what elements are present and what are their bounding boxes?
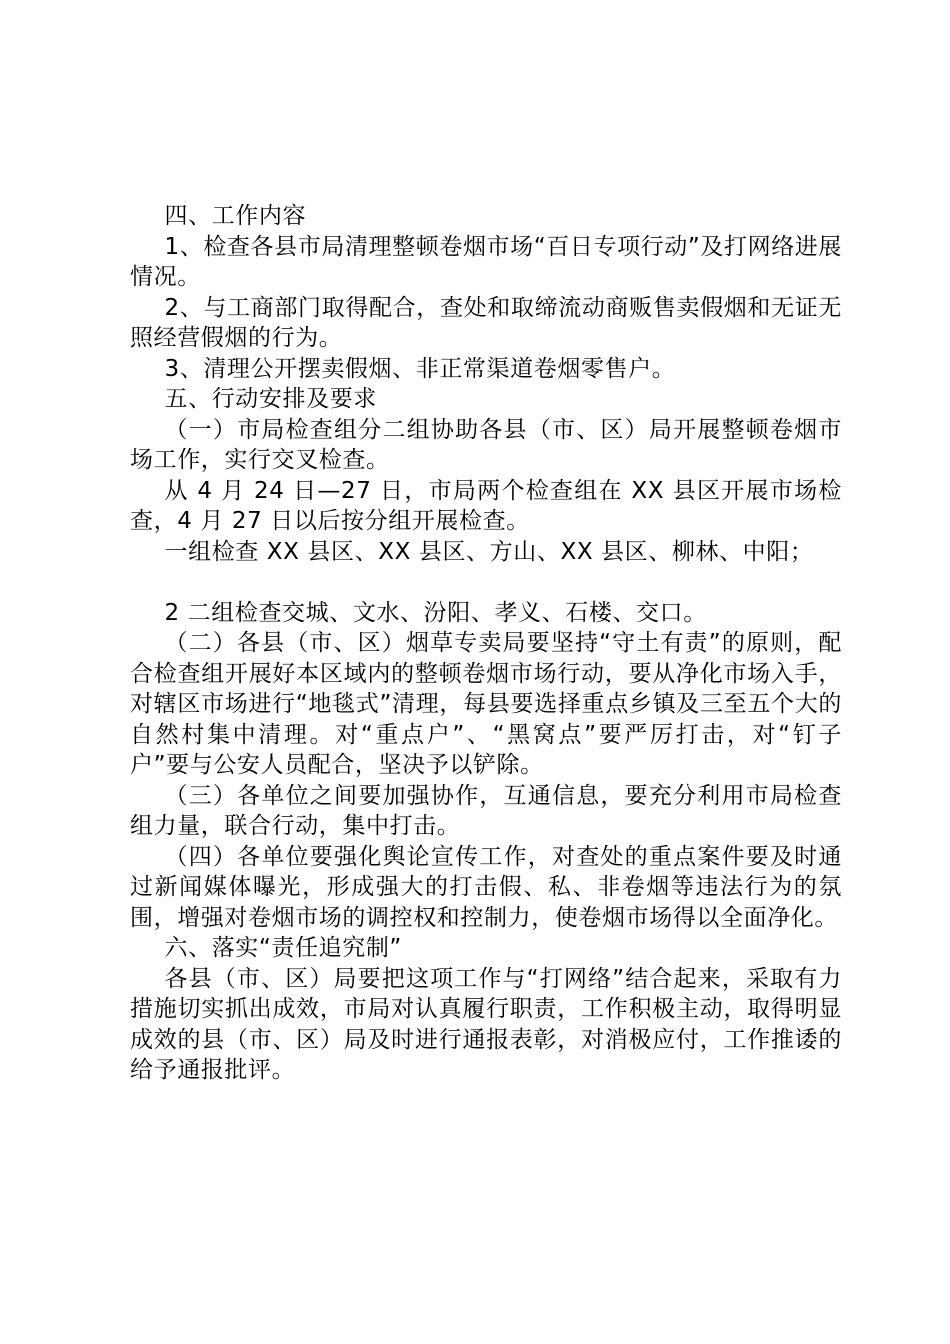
group-two-paragraph: 2 二组检查交城、文水、汾阳、孝义、石楼、交口。 <box>164 599 707 626</box>
work-item-3: 3、清理公开摆卖假烟、非正常渠道卷烟零售户。 <box>164 355 676 382</box>
document-body <box>130 201 842 1086</box>
section-heading-arrangements: 五、行动安排及要求 <box>164 386 377 412</box>
work-item-1: 1、检查各县市局清理整顿卷烟市场“百日专项行动”及打网络进展情况。 <box>130 233 842 290</box>
arrangement-item-1: （一）市局检查组分二组协助各县（市、区）局开展整顿卷烟市场工作，实行交叉检查。 <box>130 416 842 473</box>
section-heading-work-content: 四、工作内容 <box>164 203 307 229</box>
work-item-2: 2、与工商部门取得配合，查处和取缔流动商贩售卖假烟和无证无照经营假烟的行为。 <box>130 294 842 351</box>
accountability-paragraph: 各县（市、区）局要把这项工作与“打网络”结合起来，采取有力措施切实抓出成效，市局对认真履行职责，工作积极主动，取得明显成效的县（市、区）局及时进行通报表彰，对消极应付，工作推诿的给予通报批评。 <box>130 965 842 1083</box>
group-one-paragraph: 一组检查 XX 县区、XX 县区、方山、XX 县区、柳林、中阳； <box>164 538 814 565</box>
arrangement-item-4: （四）各单位要强化舆论宣传工作，对查处的重点案件要及时通过新闻媒体曝光，形成强大的打击假、私、非卷烟等违法行为的氛围，增强对卷烟市场的调控权和控制力，使卷烟市场得以全面净化。 <box>130 843 842 931</box>
section-heading-accountability: 六、落实“责任追究制” <box>164 935 402 961</box>
arrangement-item-2: （二）各县（市、区）烟草专卖局要坚持“守土有责”的原则，配合检查组开展好本区域内的整顿卷烟市场行动，要从净化市场入手，对辖区市场进行“地毯式”清理，每县要选择重点乡镇及三至五个大的自然村集中清理。对“重点户”、“黑窝点”要严厉打击，对“钉子户”要与公安人员配合，坚决予以铲除。 <box>130 630 842 778</box>
arrangement-item-3: （三）各单位之间要加强协作，互通信息，要充分利用市局检查组力量，联合行动，集中打击。 <box>130 782 842 839</box>
schedule-paragraph: 从 4 月 24 日—27 日，市局两个检查组在 XX 县区开展市场检查，4 月 27 日以后按分组开展检查。 <box>130 477 842 534</box>
